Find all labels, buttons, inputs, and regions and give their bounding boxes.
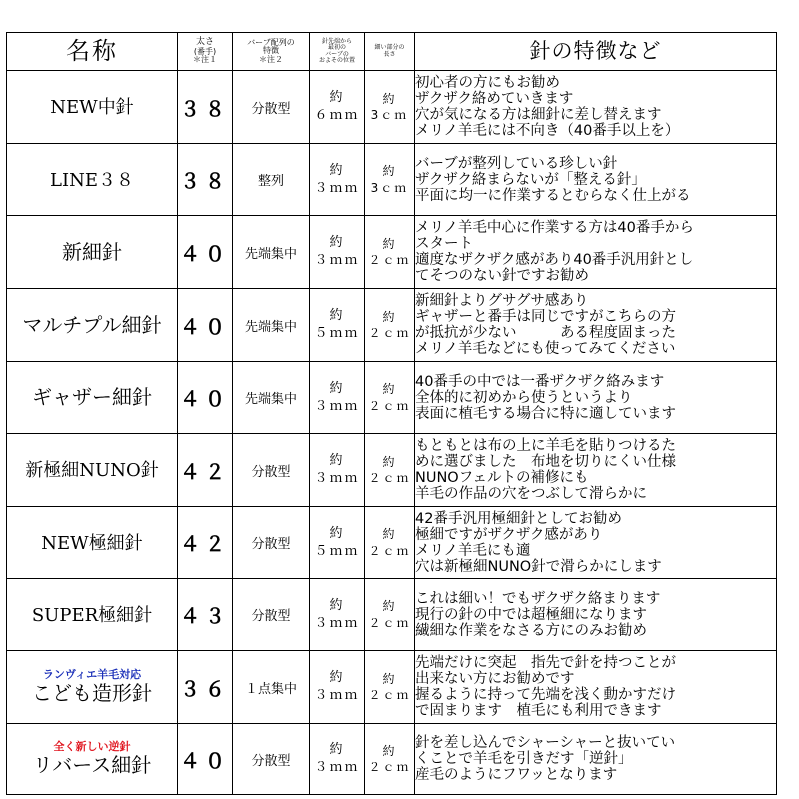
thin-approx: 約 [382, 236, 397, 251]
needle-name-cell [7, 289, 178, 362]
feature-line: 40番手の中では一番ザクザク絡みます [415, 373, 665, 390]
needle-name: SUPER極細針 [31, 604, 153, 626]
tip-distance-cell [310, 144, 365, 216]
feature-line: 穴は新極細NUNO針で滑らかにします [415, 558, 662, 575]
needle-name-cell [7, 579, 178, 651]
needle-name: ギャザー細針 [32, 385, 152, 409]
feature-line: で固まります 植毛にも利用できます [415, 703, 662, 719]
table-row [7, 507, 777, 579]
thin-value: ２ｃｍ [368, 253, 411, 267]
gauge-cell: ４３ [178, 579, 233, 651]
gauge-cell: ４２ [178, 507, 233, 579]
thin-length-cell [365, 362, 415, 434]
tip-value: ３ｍｍ [314, 760, 360, 775]
needle-tag: 全く新しい逆針 [53, 739, 131, 753]
thin-value: 3ｃｍ [370, 180, 409, 195]
tip-value: ３ｍｍ [314, 615, 360, 631]
features-cell [415, 434, 777, 507]
tip-distance-cell [310, 434, 365, 507]
feature-line: 42番手汎用極細針としてお勧め [415, 510, 622, 527]
table-row [7, 651, 777, 724]
thin-value: ２ｃｍ [368, 615, 411, 630]
thin-length-cell [365, 507, 415, 579]
needle-name-cell [7, 71, 178, 144]
tip-distance-cell [310, 724, 365, 795]
header-tip: 針先端から 最初の バーブの およその位置 [310, 33, 365, 71]
thin-length-cell [365, 724, 415, 795]
feature-line: 穴が気になる方は細針に差し替えます [415, 107, 662, 123]
feature-line: 新細針よりグサグサ感あり [415, 293, 589, 309]
barb-type-cell: 分散型 [233, 507, 310, 579]
barb-type-cell: 分散型 [233, 724, 310, 795]
feature-line: めに選びました 布地を切りにくい仕様 [415, 454, 676, 470]
feature-line: もともとは布の上に羊毛を貼りつけるた [415, 438, 676, 454]
thin-approx: 約 [382, 309, 397, 324]
thin-approx: 約 [382, 743, 397, 758]
needle-name-cell [7, 144, 178, 216]
feature-line: メリノ羊毛中心に作業する方は40番手から [415, 220, 694, 236]
tip-distance-cell [310, 362, 365, 434]
needle-name-cell [7, 362, 178, 434]
gauge-cell: ４０ [178, 362, 233, 434]
tip-distance-cell [310, 651, 365, 724]
needle-name: こども造形針 [32, 681, 152, 706]
feature-line: 出来ない方にお勧めです [415, 671, 575, 687]
table-row [7, 289, 777, 362]
tip-value: ５ｍｍ [314, 326, 360, 341]
feature-line: 産毛のようにフワッとなります [415, 767, 618, 783]
tip-value: ３ｍｍ [314, 688, 360, 703]
feature-line: 羊毛の作品の穴をつぶして滑らかに [415, 486, 647, 502]
table-row [7, 434, 777, 507]
tip-distance-cell [310, 507, 365, 579]
thin-value: ２ｃｍ [368, 471, 411, 485]
thin-approx: 約 [382, 91, 397, 106]
feature-line: メリノ羊毛にも適 [415, 542, 531, 559]
barb-type-cell: 分散型 [233, 71, 310, 144]
header-gauge: 太さ (番手) ＊注１ [178, 33, 233, 71]
tip-approx: 約 [329, 670, 345, 686]
tip-distance-cell [310, 579, 365, 651]
needle-name: 新極細NUNO針 [25, 460, 159, 482]
feature-line: これは細い！でもザクザク絡まります [415, 590, 661, 607]
thin-length-cell [365, 216, 415, 289]
barb-type-cell: 先端集中 [233, 216, 310, 289]
thin-value: ２ｃｍ [368, 543, 411, 558]
tip-value: ６ｍｍ [314, 108, 360, 123]
feature-line: ザクザク絡めていきます [415, 91, 574, 107]
needle-name-cell [7, 651, 178, 724]
tip-approx: 約 [329, 162, 345, 178]
feature-line: メリノ羊毛には不向き（40番手以上を） [415, 123, 680, 139]
features-cell [415, 651, 777, 724]
gauge-cell: ３８ [178, 71, 233, 144]
feature-line: バーブが整列している珍しい針 [415, 155, 618, 172]
header-thin: 細い部分の 長さ [365, 33, 415, 71]
features-cell [415, 579, 777, 651]
needle-spec-table [6, 32, 777, 795]
feature-line: てそつのない針ですお勧め [415, 268, 589, 284]
thin-length-cell [365, 434, 415, 507]
table-row [7, 724, 777, 795]
needle-name: マルチプル細針 [22, 312, 162, 337]
thin-value: ２ｃｍ [368, 398, 411, 413]
features-cell [415, 362, 777, 434]
feature-line: メリノ羊毛などにも使ってみてください [415, 341, 676, 357]
feature-line: 初心者の方にもお勧め [415, 75, 560, 91]
gauge-cell: ４２ [178, 434, 233, 507]
barb-type-cell: 先端集中 [233, 289, 310, 362]
tip-value: ３ｍｍ [314, 471, 360, 486]
feature-line: NUNOフェルトの補修にも [415, 470, 589, 486]
gauge-cell: ４０ [178, 216, 233, 289]
needle-name: NEW極細針 [41, 532, 143, 554]
needle-name-cell [7, 507, 178, 579]
features-cell [415, 71, 777, 144]
needle-name-cell [7, 724, 178, 795]
table-row [7, 216, 777, 289]
tip-approx: 約 [329, 308, 345, 324]
table-row [7, 579, 777, 651]
barb-type-cell: 整列 [233, 144, 310, 216]
header-barb: バーブ配列の 特徴 ＊注２ [233, 33, 310, 71]
tip-distance-cell [310, 71, 365, 144]
header-row [7, 33, 777, 71]
needle-name: LINE３８ [50, 169, 134, 191]
feature-line: くことで羊毛を引きだす「逆針」 [415, 751, 633, 767]
gauge-cell: ４０ [178, 724, 233, 795]
features-cell [415, 144, 777, 216]
feature-line: スタート [415, 236, 473, 252]
thin-length-cell [365, 71, 415, 144]
tip-distance-cell [310, 216, 365, 289]
thin-length-cell [365, 289, 415, 362]
tip-distance-cell [310, 289, 365, 362]
thin-length-cell [365, 144, 415, 216]
tip-approx: 約 [329, 235, 345, 251]
features-cell [415, 289, 777, 362]
needle-name-cell [7, 434, 178, 507]
thin-approx: 約 [382, 599, 397, 614]
tip-value: ３ｍｍ [314, 253, 360, 268]
thin-approx: 約 [382, 527, 397, 542]
needle-name-cell [7, 216, 178, 289]
needle-name: リバース細針 [32, 753, 152, 778]
tip-approx: 約 [329, 525, 345, 541]
barb-type-cell: 先端集中 [233, 362, 310, 434]
feature-line: 全体的に初めから使うというより [415, 389, 633, 406]
feature-line: 先端だけに突起 指先で針を持つことが [415, 655, 676, 671]
tip-approx: 約 [329, 380, 345, 396]
feature-line: ギャザーと番手は同じですがこちらの方 [415, 309, 676, 325]
tip-value: ３ｍｍ [314, 398, 360, 414]
needle-name: NEW中針 [50, 97, 134, 119]
thin-approx: 約 [382, 164, 397, 179]
header-features: 針の特徴など [415, 33, 777, 71]
feature-line: 平面に均一に作業するとむらなく仕上がる [415, 187, 691, 204]
needle-name: 新細針 [62, 239, 122, 264]
thin-length-cell [365, 579, 415, 651]
features-cell [415, 724, 777, 795]
thin-approx: 約 [382, 382, 397, 397]
gauge-cell: ３８ [178, 144, 233, 216]
barb-type-cell: 分散型 [233, 579, 310, 651]
features-cell [415, 216, 777, 289]
tip-approx: 約 [329, 597, 345, 613]
thin-approx: 約 [382, 454, 397, 469]
gauge-cell: ３６ [178, 651, 233, 724]
tip-value: ３ｍｍ [314, 180, 360, 196]
feature-line: が抵抗が少ない ある程度固まった [415, 325, 676, 341]
table-row [7, 71, 777, 144]
needle-tag: ランヴィエ羊毛対応 [42, 667, 142, 681]
feature-line: 現行の針の中では超極細になります [415, 606, 647, 623]
thin-length-cell [365, 651, 415, 724]
thin-value: ２ｃｍ [368, 688, 411, 702]
barb-type-cell: 分散型 [233, 434, 310, 507]
feature-line: 握るように持って先端を浅く動かすだけ [415, 687, 676, 703]
barb-type-cell: １点集中 [233, 651, 310, 724]
feature-line: 表面に植毛する場合に特に適しています [415, 405, 676, 422]
table-row [7, 362, 777, 434]
feature-line: ザクザク絡まらないが「整える針」 [415, 171, 646, 188]
thin-value: ２ｃｍ [368, 760, 411, 774]
feature-line: 適度なザクザク感があり40番手汎用針とし [415, 252, 694, 268]
thin-value: 3ｃｍ [370, 108, 409, 122]
tip-approx: 約 [329, 453, 345, 469]
tip-approx: 約 [329, 90, 345, 106]
feature-line: 極細ですがザクザク感があり [415, 526, 603, 543]
gauge-cell: ４０ [178, 289, 233, 362]
features-cell [415, 507, 777, 579]
table-row [7, 144, 777, 216]
feature-line: 針を差し込んでシャーシャーと抜いてい [415, 735, 676, 751]
feature-line: 繊細な作業をなさる方にのみお勧め [415, 622, 647, 639]
header-name: 名称 [7, 33, 178, 71]
tip-approx: 約 [329, 742, 345, 758]
thin-approx: 約 [382, 671, 397, 686]
tip-value: ５ｍｍ [314, 543, 360, 559]
thin-value: ２ｃｍ [368, 326, 411, 340]
